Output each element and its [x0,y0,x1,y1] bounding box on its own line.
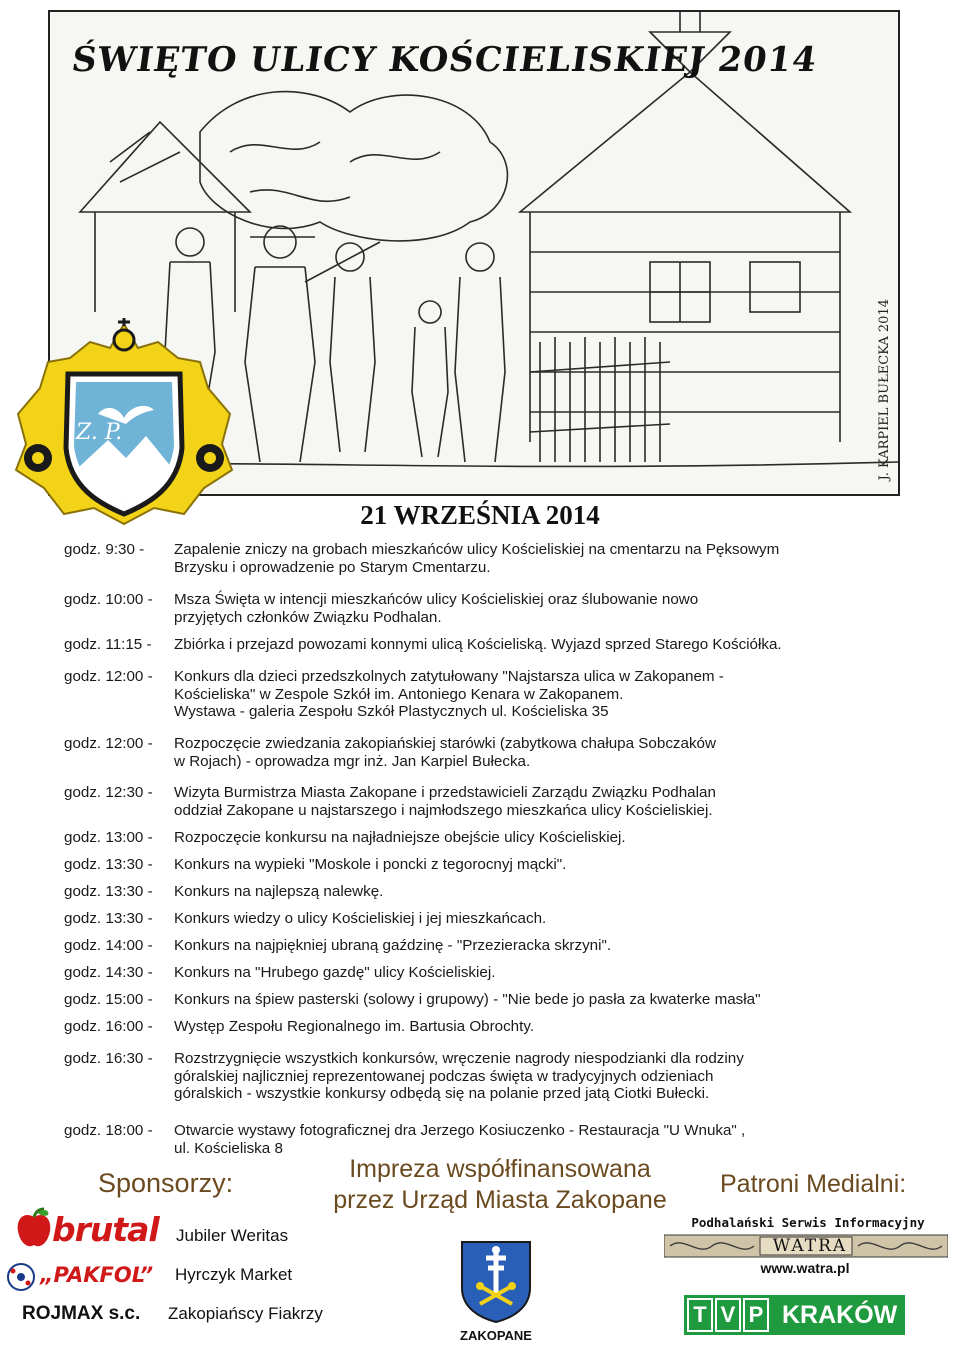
sponsor-name: Jubiler Weritas [176,1226,289,1245]
artist-signature: J. KARPIEL BUŁECKA 2014 [877,298,892,480]
description-line: góralskiej najliczniej reprezentowanej podczas święta w tradycyjnych odzieniach [174,1067,714,1085]
description-line: Występ Zespołu Regionalnego im. Bartusia Obrochty. [174,1018,535,1035]
schedule-time: godz. 12:00 - [64,735,153,752]
schedule-time: godz. 14:00 - [64,937,153,954]
ball-icon [6,1262,36,1292]
description-line: Konkurs wiedzy o ulicy Kościeliskiej i jej mieszkańcach. [174,910,547,927]
schedule-time: godz. 16:00 - [64,1018,153,1035]
tvp-letters [684,1295,774,1335]
schedule-description [174,910,919,928]
description-line: Konkurs na najpiękniej ubraną gaździnę - "Przezieracka skrzyni". [174,937,612,954]
pakfol-logo: „PAKFOL” [40,1263,154,1287]
rojmax-logo: ROJMAX s.c. [22,1303,141,1324]
zakopane-crest-icon [458,1238,534,1324]
schedule-time: godz. 13:30 - [64,883,153,900]
schedule-time: godz. 9:30 - [64,541,145,558]
description-line: góralskich - wszystkie konkursy odbędą się na polanie przed jatą Ciotki Bułecki. [174,1085,710,1102]
description-line: Rozstrzygnięcie wszystkich konkursów, wręczenie nagrody niespodzianki dla rodziny [174,1050,744,1067]
description-line: Wystawa - galeria Zespołu Szkół Plastycznych ul. Kościeliska 35 [174,703,609,720]
schedule-description [174,829,919,847]
schedule-description [174,991,919,1009]
description-line: Kościeliska" w Zespole Szkół im. Antoniego Kenara w Zakopanem. [174,685,624,703]
description-line: przyjętych członków Związku Podhalan. [174,608,442,626]
description-line: w Rojach) - oprowadza mgr inż. Jan Karpiel Bułecka. [174,752,531,770]
schedule-time: godz. 16:30 - [64,1050,153,1067]
sponsor-name: Zakopiańscy Fiakrzy [168,1304,323,1323]
schedule-description [174,883,919,901]
schedule-time: godz. 11:15 - [64,636,152,653]
schedule-description [174,1122,919,1157]
schedule-description [174,735,919,770]
schedule-description [174,1050,919,1103]
description-line: Konkurs dla dzieci przedszkolnych zatytułowany "Najstarsza ulica w Zakopanem - [174,668,724,685]
description-line: Rozpoczęcie zwiedzania zakopiańskiej starówki (zabytkowa chałupa Sobczaków [174,735,716,752]
description-line: Otwarcie wystawy fotograficznej dra Jerzego Kosiuczenko - Restauracja "U Wnuka" , [174,1122,746,1139]
schedule-description [174,1018,919,1036]
schedule-time: godz. 12:00 - [64,668,153,685]
sponsor-name: Hyrczyk Market [175,1265,293,1284]
schedule-description [174,784,919,819]
schedule-time: godz. 10:00 - [64,591,153,608]
schedule-time: godz. 15:00 - [64,991,153,1008]
schedule-description [174,937,919,955]
tvp-krakow-logo [684,1295,905,1335]
schedule-time: godz. 18:00 - [64,1122,153,1139]
poster-title: ŚWIĘTO ULICY KOŚCIELISKIEJ 2014 [69,40,820,80]
description-line: Konkurs na śpiew pasterski (solowy i grupowy) - "Nie bede jo pasła za kwaterke masła" [174,991,761,1008]
schedule-description [174,964,919,982]
description-line: Konkurs na wypieki "Moskole i poncki z tegorocnyj mącki". [174,856,567,873]
tvp-letter: T [687,1298,713,1332]
watra-url: www.watra.pl [760,1260,850,1276]
description-line: Brzysku i oprowadzenie po Starym Cmentarzu. [174,558,491,576]
zakopane-label: ZAKOPANE [460,1328,532,1343]
cofunding-note [320,1154,680,1216]
schedule-description [174,591,919,626]
description-line: Wizyta Burmistrza Miasta Zakopane i przedstawicieli Zarządu Związku Podhalan [174,784,716,801]
schedule-description [174,668,919,721]
description-line: Konkurs na "Hrubego gazdę" ulicy Kościeliskiej. [174,964,496,981]
schedule-time: godz. 13:30 - [64,856,153,873]
schedule-time: godz. 13:00 - [64,829,153,846]
description-line: Zbiórka i przejazd powozami konnymi ulicą Kościeliską. Wyjazd sprzed Starego Kościółka. [174,636,782,653]
apple-icon [14,1207,54,1249]
psi-label: Podhalański Serwis Informacyjny [691,1215,925,1230]
schedule-time: godz. 14:30 - [64,964,153,981]
description-line: ul. Kościeliska 8 [174,1139,283,1157]
event-date: 21 WRZEŚNIA 2014 [360,500,600,530]
schedule-description [174,636,919,654]
description-line: Zapalenie zniczy na grobach mieszkańców ulicy Kościeliskiej na cmentarzu na Pęksowym [174,541,780,558]
tvp-letter: V [715,1298,741,1332]
crest-initials: Z. P. [76,420,123,445]
zwiazek-podhalan-crest-icon [8,318,240,528]
schedule-description [174,541,919,576]
tvp-letter: P [743,1298,769,1332]
description-line: Msza Święta w intencji mieszkańców ulicy Kościeliskiej oraz ślubowanie nowo [174,591,699,608]
schedule-time: godz. 13:30 - [64,910,153,927]
cofunding-line: przez Urząd Miasta Zakopane [333,1186,667,1214]
cofunding-line: Impreza współfinansowana [349,1155,651,1183]
watra-logo: WATRA [772,1236,848,1256]
brutal-logo: brutal [52,1210,159,1249]
schedule-description [174,856,919,874]
media-patrons-heading: Patroni Medialni: [720,1170,907,1198]
description-line: oddział Zakopane u najstarszego i najmłodszego mieszkańca ulicy Kościeliskiej. [174,801,713,819]
tvp-city: KRAKÓW [774,1295,905,1335]
description-line: Rozpoczęcie konkursu na najładniejsze obejście ulicy Kościeliskiej. [174,829,626,846]
description-line: Konkurs na najlepszą nalewkę. [174,883,384,900]
sponsors-heading: Sponsorzy: [98,1168,234,1198]
schedule-time: godz. 12:30 - [64,784,153,801]
